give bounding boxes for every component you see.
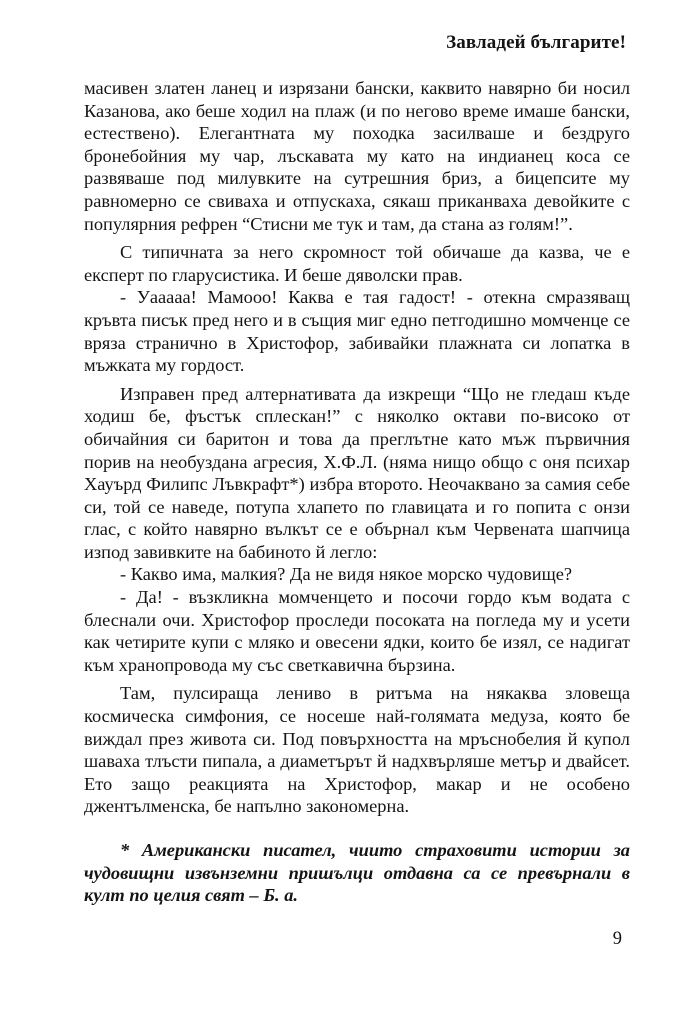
paragraph: масивен златен ланец и изрязани бански, каквито навярно би носил Казанова, ако беше ходил на плаж (и по негово време имаше бански, естествено). Елегантната му походка засилваше и бездруго бронебойния му чар, лъскавата му като на индианец коса се развяваше под милувките на сутрешния бриз, а бицепсите му равномерно се свиваха и отпускаха, сякаш приканваха девойките с популярния рефрен “Стисни ме тук и там, да стана аз голям!”. (84, 78, 630, 234)
paragraph: - Да! - възкликна момченцето и посочи гордо към водата с блеснали очи. Христофор проследи посоката на погледа му и усети как четирите купи с мляко и овесени ядки, които бе изял, се надигат към хранопровода му със светкавична бързина. (84, 587, 630, 675)
body-text (84, 77, 630, 818)
paragraph: - Какво има, малкия? Да не видя някое морско чудовище? (120, 564, 573, 585)
paragraph: С типичната за него скромност той обичаше да казва, че е експерт по гларусистика. И беше дяволски прав. (84, 242, 630, 285)
running-title: Завладей българите! (446, 32, 626, 53)
page-number: 9 (612, 929, 622, 949)
paragraph: Изправен пред алтернативата да изкрещи “Що не гледаш къде ходиш бе, фъстък сплескан!” с няколко октави по-високо от обичайния си баритон и това да преглътне като мъж първичния порив на необуздана агресия, Х.Ф.Л. (няма нищо общо с оня психар Хауърд Филипс Лъвкрафт*) избра второто. Неочаквано за самия себе си, той се наведе, потупа хлапето по главицата и го попита с онзи глас, с който навярно вълкът се е обърнал към Червената шапчица изпод завивките на бабиното й легло: (84, 383, 630, 562)
paragraph: Там, пулсираща лениво в ритъма на някаква зловеща космическа симфония, се носеше най-голямата медуза, която бе виждал през живота си. Под повърхността на мръснобелия й купол шаваха тлъсти пипала, а диаметърът й надхвърляше метър и двайсет. Ето защо реакцията на Христофор, макар и не особено джентълменска, бе напълно закономерна. (84, 683, 630, 817)
paragraph: - Уааааа! Мамооо! Каква е тая гадост! - отекна смразяващ кръвта писък пред него и в същия миг едно петгодишно момченце се вряза странично в Христофор, забивайки плажната си лопатка в мъжката му гордост. (84, 287, 630, 376)
footnote: * Американски писател, чиито страховити истории за чудовищни извънземни пришълци отдавна са се превърнали в култ по целия свят – Б. а. (84, 840, 630, 906)
